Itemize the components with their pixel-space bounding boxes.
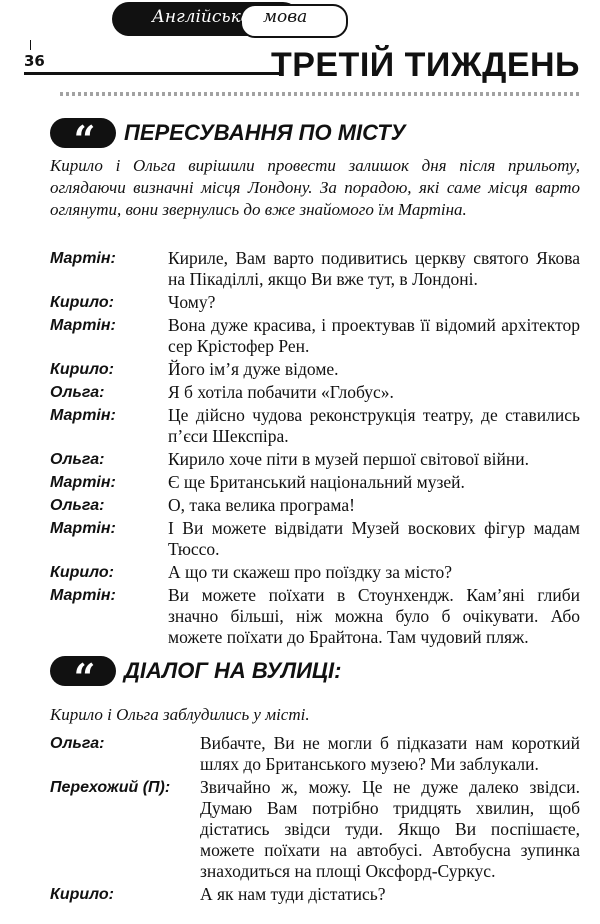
header-rule — [24, 72, 282, 75]
page-number: 36 — [24, 52, 45, 70]
dialog-text: О, така велика програма! — [168, 495, 355, 515]
dialog-street — [50, 733, 580, 907]
header-tick — [30, 40, 31, 50]
dialog-line — [50, 315, 580, 357]
dialog-text: Чому? — [168, 292, 216, 312]
speaker-name: Мартін: — [50, 407, 116, 424]
speaker-name: Кирило: — [50, 886, 114, 903]
speaker-name: Мартін: — [50, 587, 116, 604]
speaker-name: Перехожий (П): — [50, 779, 171, 796]
dialog-text: Вибачте, Ви не могли б підказати нам короткий шлях до Британського музею? Ми заблукали. — [200, 733, 580, 774]
section-title: ПЕРЕСУВАННЯ ПО МІСТУ — [124, 120, 406, 145]
header-dotted-rule — [60, 92, 580, 96]
speaker-name: Кирило: — [50, 294, 114, 311]
dialog-line — [50, 733, 580, 775]
speaker-name: Кирило: — [50, 564, 114, 581]
dialog-line — [50, 585, 580, 648]
dialog-text: Вона дуже красива, і проектував її відомий архітектор сер Крістофер Рен. — [168, 315, 580, 356]
section-heading-street-dialog — [50, 655, 342, 700]
week-title: ТРЕТІЙ ТИЖДЕНЬ — [270, 46, 580, 84]
subject-label — [152, 7, 307, 27]
speaker-name: Мартін: — [50, 474, 116, 491]
dialog-line — [50, 449, 580, 470]
dialog-text: Кирило хоче піти в музей першої світової війни. — [168, 449, 529, 469]
dialog-line — [50, 495, 580, 516]
quote-icon: “ — [50, 118, 116, 148]
dialog-line — [50, 562, 580, 583]
speaker-name: Кирило: — [50, 361, 114, 378]
speaker-name: Ольга: — [50, 451, 105, 468]
dialog-line — [50, 382, 580, 403]
dialog-line — [50, 518, 580, 560]
quote-icon: “ — [50, 656, 116, 686]
dialog-text: Це дійсно чудова реконструкція театру, де ставились п’єси Шекспіра. — [168, 405, 580, 446]
section-intro: Кирило і Ольга заблудились у місті. — [50, 705, 310, 724]
dialog-line — [50, 292, 580, 313]
dialog-text: А як нам туди дістатись? — [200, 884, 386, 904]
subject-word-2: мова — [262, 7, 308, 27]
section-intro: Кирило і Ольга вирішили провести залишок дня після прильоту, оглядаючи визначні місця Лондону. За порадою, які саме місця варто оглянути, вони звернулись до вже знайомого їм Мартіна. — [50, 156, 580, 219]
speaker-name: Мартін: — [50, 250, 116, 267]
dialog-line — [50, 405, 580, 447]
dialog-line — [50, 777, 580, 882]
dialog-text: Його ім’я дуже відоме. — [168, 359, 339, 379]
section-title: ДІАЛОГ НА ВУЛИЦІ: — [124, 658, 342, 683]
speaker-name: Мартін: — [50, 317, 116, 334]
dialog-text: А що ти скажеш про поїздку за місто? — [168, 562, 453, 582]
dialog-text: Ви можете поїхати в Стоунхендж. Кам’яні глиби значно більші, ніж можна було б очікувати. Або можете поїхати до Брайтона. Там чудовий пляж. — [168, 585, 580, 647]
dialog-text: І Ви можете відвідати Музей воскових фігур мадам Тюссо. — [168, 518, 580, 559]
dialog-line — [50, 884, 580, 905]
speaker-name: Мартін: — [50, 520, 116, 537]
subject-word-1: Англійська — [152, 7, 251, 27]
dialog-line — [50, 472, 580, 493]
dialog-text: Я б хотіла побачити «Глобус». — [168, 382, 394, 402]
section-heading-city-travel — [50, 117, 406, 162]
speaker-name: Ольга: — [50, 497, 105, 514]
dialog-line — [50, 248, 580, 290]
dialog-line — [50, 359, 580, 380]
dialog-city-travel — [50, 248, 580, 650]
speaker-name: Ольга: — [50, 384, 105, 401]
speaker-name: Ольга: — [50, 735, 105, 752]
dialog-text: Є ще Британський національний музей. — [168, 472, 465, 492]
dialog-text: Звичайно ж, можу. Це не дуже далеко звідси. Думаю Вам потрібно тридцять хвилин, щоб дістатись звідси туди. Якщо Ви поспішаєте, можете поїхати на автобусі. Автобусна зупинка знаходиться на площі Оксфорд-Суркус. — [200, 777, 580, 881]
dialog-text: Кириле, Вам варто подивитись церкву святого Якова на Пікаділлі, якщо Ви вже тут, в Лондоні. — [168, 248, 580, 289]
